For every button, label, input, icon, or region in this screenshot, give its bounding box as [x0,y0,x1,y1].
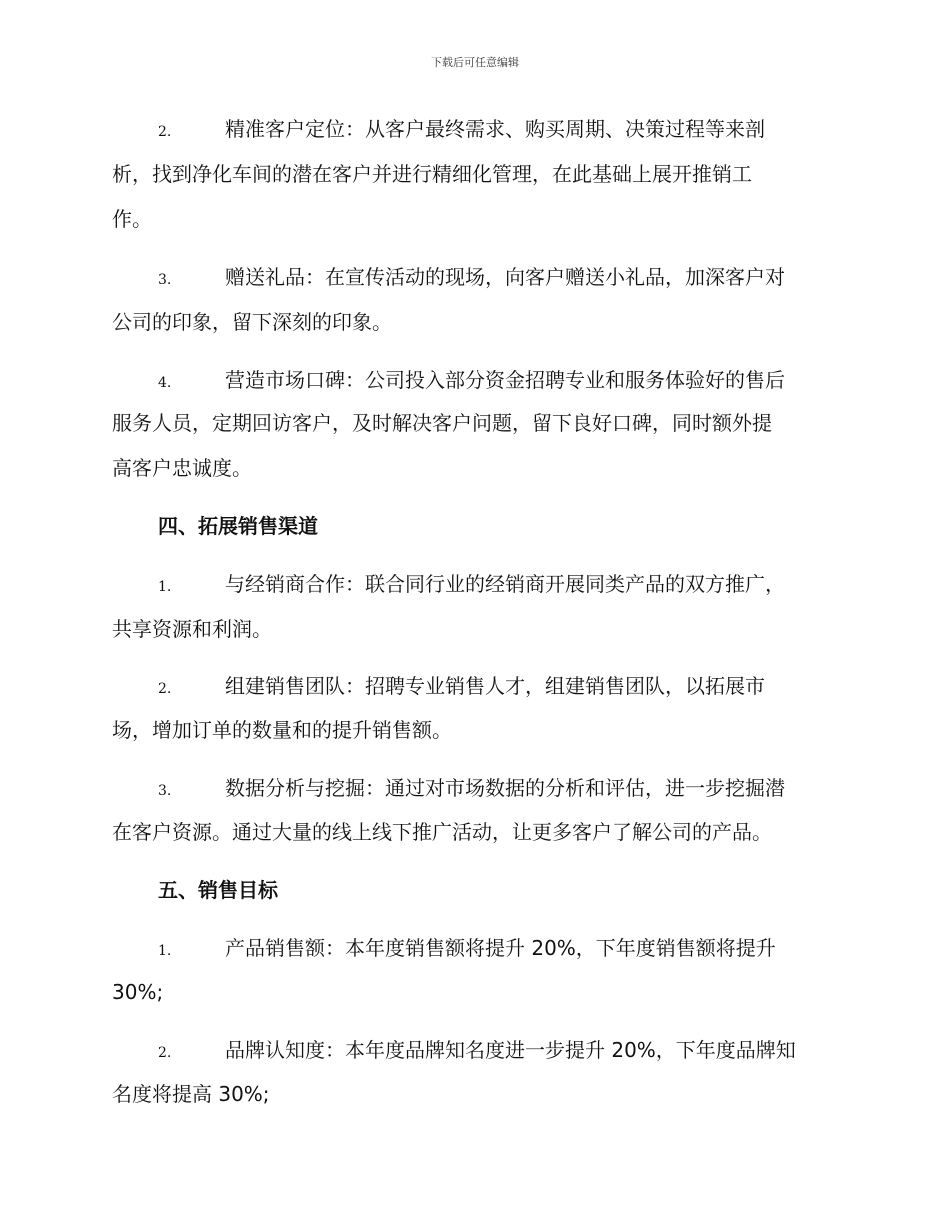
list-number: 1. [158,579,172,595]
paragraph-text: 数据分析与挖掘：通过对市场数据的分析和评估，进一步挖掘潜 [225,776,785,800]
paragraph-text: 与经销商合作：联合同行业的经销商开展同类产品的双方推广， [225,572,785,596]
list-number: 2. [158,681,172,697]
list-item-line [158,774,785,805]
list-number: 2. [158,124,172,140]
paragraph-text: 高客户忠诚度。 [112,456,252,480]
paragraph-text: 30%; [112,980,164,1004]
paragraph-text: 名度将提高 30%; [112,1082,270,1106]
list-number: 3. [158,272,172,288]
section-heading: 四、拓展销售渠道 [158,514,318,538]
paragraph-text: 精准客户定位：从客户最终需求、购买周期、决策过程等来剖 [225,117,765,141]
list-number: 4. [158,375,172,391]
section-heading: 五、销售目标 [158,878,278,902]
list-item-line [158,263,785,294]
list-item-line [158,366,785,397]
list-number: 1. [158,943,172,959]
list-item-line [158,934,776,965]
list-item-line [158,570,785,601]
list-number: 3. [158,783,172,799]
page-header: 下载后可任意编辑 [431,56,519,69]
list-item-line [158,115,765,146]
paragraph-text: 产品销售额：本年度销售额将提升 20%，下年度销售额将提升 [225,936,776,960]
paragraph-text: 场，增加订单的数量和的提升销售额。 [112,718,452,742]
paragraph-text: 公司的印象，留下深刻的印象。 [112,310,392,334]
paragraph-text: 析，找到净化车间的潜在客户并进行精细化管理，在此基础上展开推销工 [112,162,752,186]
list-item-line [158,1036,796,1067]
paragraph-text: 营造市场口碑：公司投入部分资金招聘专业和服务体验好的售后 [225,368,785,392]
paragraph-text: 服务人员，定期回访客户，及时解决客户问题，留下良好口碑，同时额外提 [112,411,772,435]
paragraph-text: 品牌认知度：本年度品牌知名度进一步提升 20%，下年度品牌知 [225,1038,796,1062]
list-number: 2. [158,1045,172,1061]
paragraph-text: 在客户资源。通过大量的线上线下推广活动，让更多客户了解公司的产品。 [112,820,772,844]
paragraph-text: 组建销售团队：招聘专业销售人才，组建销售团队，以拓展市 [225,674,765,698]
list-item-line [158,672,765,703]
paragraph-text: 赠送礼品：在宣传活动的现场，向客户赠送小礼品，加深客户对 [225,265,785,289]
paragraph-text: 作。 [112,207,152,231]
paragraph-text: 共享资源和利润。 [112,617,272,641]
